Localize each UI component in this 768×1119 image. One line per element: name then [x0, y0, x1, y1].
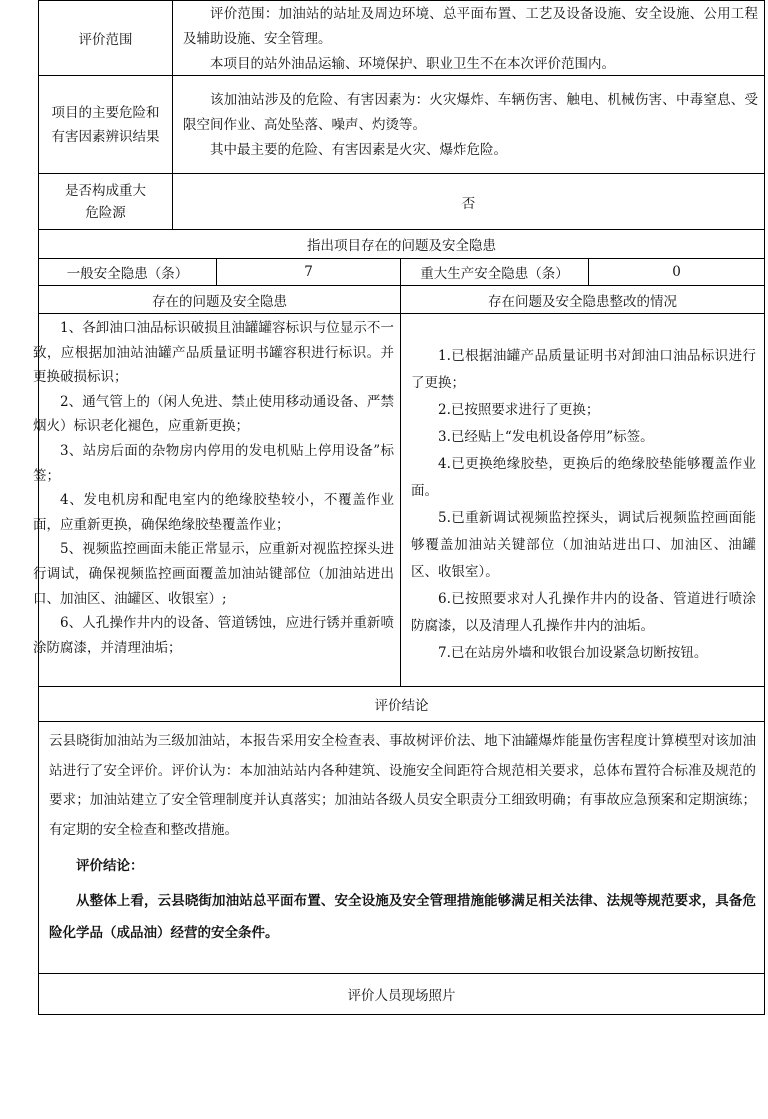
major-hazard-value: 否 — [461, 195, 476, 212]
conclusion-row — [38, 722, 765, 974]
evaluation-table — [33, 0, 765, 1015]
list-item: 5、视频监控画面未能正常显示，应重新对视监控探头进行调试，确保视频监控画面覆盖加油站键部位（加油站进出口、加油区、油罐区、收银室）; — [33, 541, 394, 607]
list-item: 1、各卸油口油品标识破损且油罐罐容标识与位显示不一致，应根据加油站油罐产品质量证明书罐容积进行标识。并更换破损标识； — [33, 320, 394, 386]
hazards-paragraph: 其中最主要的危险、有害因素是火灾、爆炸危险。 — [210, 142, 507, 158]
list-item: 4.已更换绝缘胶垫，更换后的绝缘胶垫能够覆盖作业面。 — [411, 456, 756, 499]
scope-paragraph: 本项目的站外油品运输、环境保护、职业卫生不在本次评价范围内。 — [210, 56, 615, 72]
major-hazard-row — [38, 174, 765, 230]
major-hazard-count-label: 重大生产安全隐患（条） — [401, 259, 589, 285]
list-item: 3.已经贴上“发电机设备停用”标签。 — [438, 429, 654, 445]
conclusion-final: 从整体上看，云县晓街加油站总平面布置、安全设施及安全管理措施能够满足相关法律、法规等规范要求，具备危险化学品（成品油）经营的安全条件。 — [49, 893, 756, 941]
list-item: 2、通气管上的（闲人免进、禁止使用移动通设备、严禁烟火）标识老化褪色，应重新更换； — [33, 393, 394, 435]
list-item: 7.已在站房外墙和收银台加设紧急切断按钮。 — [438, 645, 708, 661]
scope-paragraph: 评价范围：加油站的站址及周边环境、总平面布置、工艺及设备设施、安全设施、公用工程及辅助设施、安全管理。 — [183, 6, 758, 47]
hazards-row — [38, 76, 765, 174]
rectification-list — [401, 314, 764, 686]
list-item: 2.已按照要求进行了更换； — [438, 402, 600, 418]
photos-header: 评价人员现场照片 — [38, 974, 765, 1015]
general-hazard-label: 一般安全隐患（条） — [39, 259, 217, 285]
list-item: 5.已重新调试视频监控探头，调试后视频监控画面能够覆盖加油站关键部位（加油站进出口、加油区、油罐区、收银室）。 — [411, 510, 756, 580]
conclusion-subtitle: 评价结论： — [76, 858, 144, 874]
problems-column-header: 存在的问题及安全隐患 — [39, 286, 401, 313]
hazards-paragraph: 该加油站涉及的危险、有害因素为：火灾爆炸、车辆伤害、触电、机械伤害、中毒窒息、受限空间作业、高处坠落、噪声、灼烫等。 — [183, 92, 758, 133]
issues-detail-row — [33, 314, 765, 687]
conclusion-body: 云县晓街加油站为三级加油站，本报告采用安全检查表、事故树评价法、地下油罐爆炸能量伤害程度计算模型对该加油站进行了安全评价。评价认为：本加油站站内各种建筑、设施安全间距符合规范相关要求，总体布置符合标准及规范的要求；加油站建立了安全管理制度并认真落实；加油站各级人员安全职责分工细致明确；有事故应急预案和定期演练；有定期的安全检查和整改措施。 — [49, 733, 756, 838]
rectification-column-header: 存在问题及安全隐患整改的情况 — [488, 293, 677, 310]
hazards-label: 项目的主要危险和有害因素辨识结果 — [39, 76, 173, 173]
problems-list — [33, 314, 401, 686]
conclusion-header: 评价结论 — [38, 687, 765, 722]
major-hazard-label: 是否构成重大危险源 — [39, 174, 173, 229]
list-item: 4、发电机房和配电室内的绝缘胶垫较小，不覆盖作业面，应重新更换，确保绝缘胶垫覆盖作业； — [33, 492, 394, 533]
list-item: 1.已根据油罐产品质量证明书对卸油口油品标识进行了更换； — [411, 348, 756, 391]
list-item: 6、人孔操作井内的设备、管道锈蚀，应进行锈并重新喷涂防腐漆，并清理油垢； — [33, 615, 394, 656]
list-item: 6.已按照要求对人孔操作井内的设备、管道进行喷涂防腐漆，以及清理人孔操作井内的油垢。 — [411, 591, 756, 634]
scope-row — [38, 0, 765, 76]
major-hazard-count: 0 — [672, 264, 681, 280]
list-item: 3、站房后面的杂物房内停用的发电机贴上停用设备”标签； — [33, 442, 394, 484]
counts-row — [38, 259, 765, 286]
issues-header: 指出项目存在的问题及安全隐患 — [38, 230, 765, 259]
columns-row — [38, 286, 765, 314]
general-hazard-count: 7 — [217, 259, 401, 285]
scope-label: 评价范围 — [39, 1, 173, 75]
